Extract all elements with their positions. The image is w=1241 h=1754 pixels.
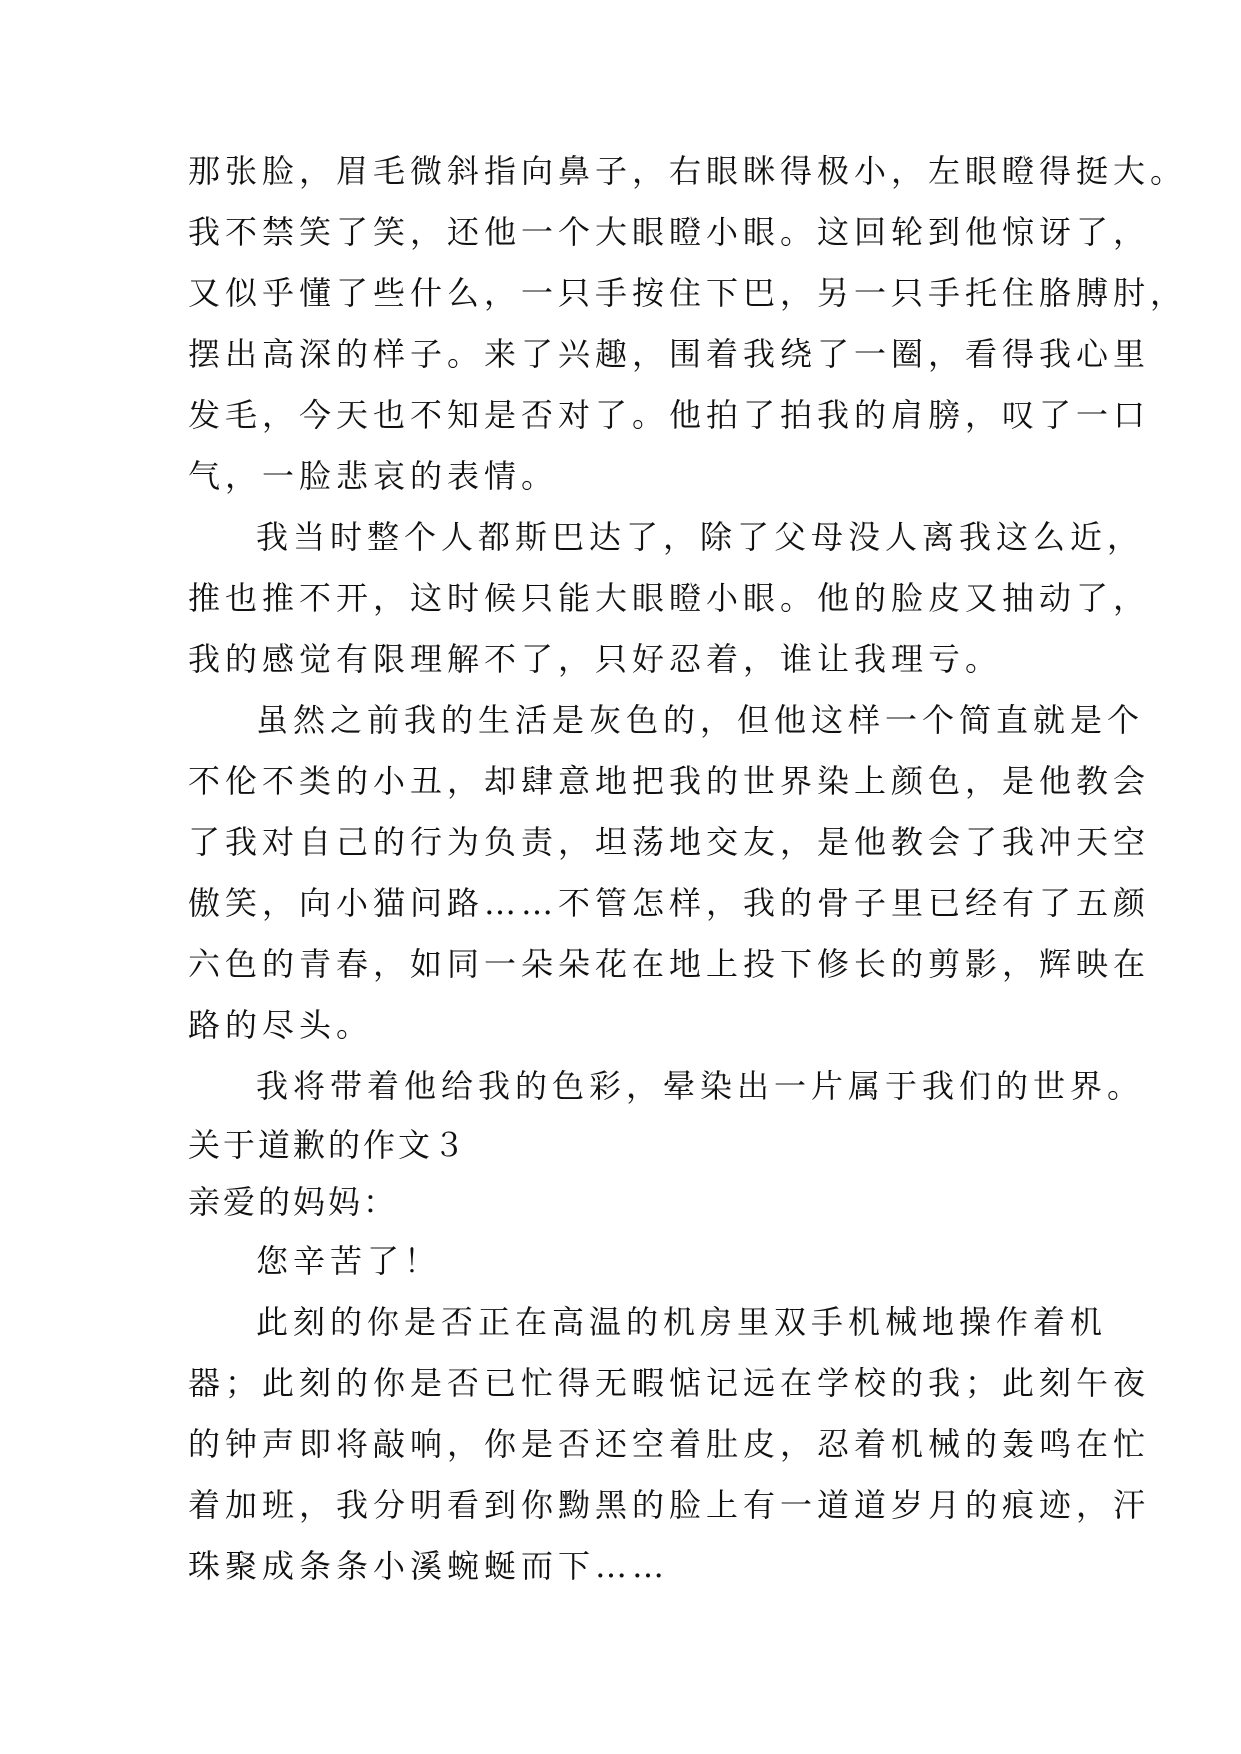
text-line: 我将带着他给我的色彩，晕染出一片属于我们的世界。 — [256, 1067, 1145, 1105]
text-line: 不伦不类的小丑，却肆意地把我的世界染上颜色，是他教会 — [188, 762, 1151, 800]
text-line: 器；此刻的你是否已忙得无暇惦记远在学校的我；此刻午夜 — [188, 1364, 1151, 1402]
text-line: 着加班，我分明看到你黝黑的脸上有一道道岁月的痕迹，汗 — [188, 1486, 1151, 1524]
text-line: 气，一脸悲哀的表情。 — [188, 457, 559, 495]
text-line: 此刻的你是否正在高温的机房里双手机械地操作着机 — [256, 1303, 1108, 1341]
text-line: 虽然之前我的生活是灰色的，但他这样一个简直就是个 — [256, 701, 1145, 739]
paragraph — [188, 507, 1151, 690]
letter-salutation: 亲爱的妈妈： — [188, 1183, 399, 1221]
text-line: 我当时整个人都斯巴达了，除了父母没人离我这么近， — [256, 518, 1145, 556]
text-line: 六色的青春，如同一朵朵花在地上投下修长的剪影，辉映在 — [188, 945, 1151, 983]
text-line: 我不禁笑了笑，还他一个大眼瞪小眼。这回轮到他惊讶了， — [188, 213, 1151, 251]
text-line: 我的感觉有限理解不了，只好忍着，谁让我理亏。 — [188, 640, 1003, 678]
paragraph — [188, 141, 1188, 507]
paragraph — [188, 1292, 1151, 1597]
paragraph — [188, 690, 1151, 1056]
text-line: 了我对自己的行为负责，坦荡地交友，是他教会了我冲天空 — [188, 823, 1151, 861]
letter-greeting: 您辛苦了！ — [256, 1242, 442, 1280]
document-body — [188, 141, 1188, 1597]
text-line: 又似乎懂了些什么，一只手按住下巴，另一只手托住胳膊肘， — [188, 274, 1188, 312]
text-line: 摆出高深的样子。来了兴趣，围着我绕了一圈，看得我心里 — [188, 335, 1151, 373]
section-heading: 关于道歉的作文３ — [188, 1126, 469, 1164]
text-line: 珠聚成条条小溪蜿蜒而下…… — [188, 1547, 670, 1585]
paragraph — [188, 1056, 1145, 1117]
text-line: 的钟声即将敲响，你是否还空着肚皮，忍着机械的轰鸣在忙 — [188, 1425, 1151, 1463]
text-line: 路的尽头。 — [188, 1006, 374, 1044]
text-line: 傲笑，向小猫问路……不管怎样，我的骨子里已经有了五颜 — [188, 884, 1151, 922]
text-line: 那张脸，眉毛微斜指向鼻子，右眼眯得极小，左眼瞪得挺大。 — [188, 152, 1188, 190]
text-line: 推也推不开，这时候只能大眼瞪小眼。他的脸皮又抽动了， — [188, 579, 1151, 617]
text-line: 发毛，今天也不知是否对了。他拍了拍我的肩膀，叹了一口 — [188, 396, 1151, 434]
